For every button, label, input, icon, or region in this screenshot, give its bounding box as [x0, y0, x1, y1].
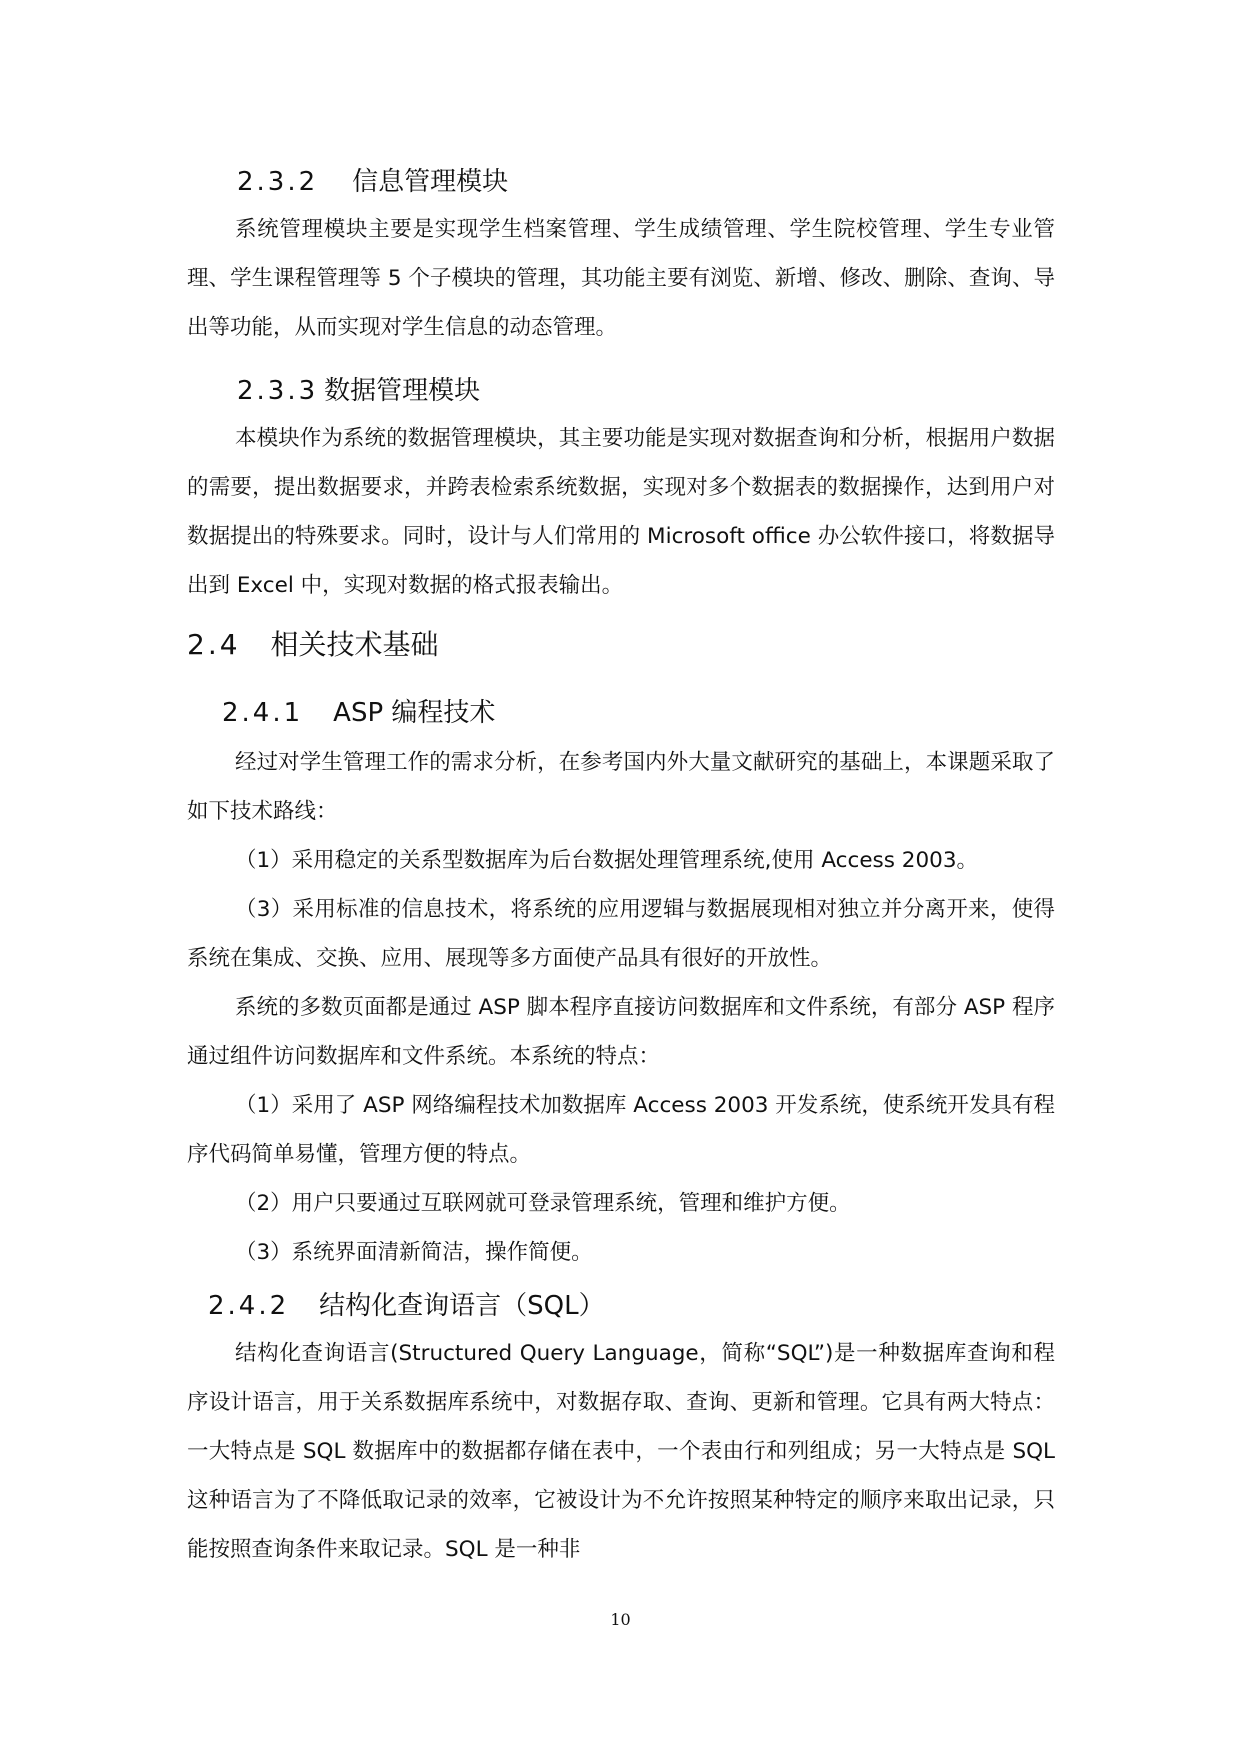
page-number: 10: [610, 1610, 631, 1629]
heading-2-3-2: [237, 163, 508, 201]
heading-number: 2.3.3: [237, 376, 319, 406]
heading-number: 2.3.2: [237, 167, 319, 197]
heading-2-4-1: [222, 694, 495, 732]
list-item: （3）系统界面清新简洁，操作简便。: [235, 1240, 593, 1265]
heading-title: 数据管理模块: [324, 376, 481, 406]
list-item: （1）采用了 ASP 网络编程技术加数据库 Access 2003 开发系统，使系统开发具有程序代码简单易懂，管理方便的特点。: [187, 1093, 1055, 1167]
heading-2-3-3: [237, 372, 480, 410]
paragraph: 本模块作为系统的数据管理模块，其主要功能是实现对数据查询和分析，根据用户数据的需要，提出数据要求，并跨表检索系统数据，实现对多个数据表的数据操作，达到用户对数据提出的特殊要求。同时，设计与人们常用的 Microsoft office 办公软件接口，将数据导出到 Excel 中，实现对数据的格式报表输出。: [187, 426, 1055, 598]
paragraph: 系统的多数页面都是通过 ASP 脚本程序直接访问数据库和文件系统，有部分 ASP 程序通过组件访问数据库和文件系统。本系统的特点：: [187, 995, 1055, 1069]
heading-title: ASP 编程技术: [333, 698, 496, 728]
heading-number: 2.4.1: [222, 698, 304, 728]
list-item: （3）采用标准的信息技术，将系统的应用逻辑与数据展现相对独立并分离开来，使得系统在集成、交换、应用、展现等多方面使产品具有很好的开放性。: [187, 897, 1055, 971]
heading-number: 2.4: [187, 628, 241, 661]
list-item: （1）采用稳定的关系型数据库为后台数据处理管理系统,使用 Access 2003。: [235, 848, 979, 873]
list-item: （2）用户只要通过互联网就可登录管理系统，管理和维护方便。: [235, 1191, 851, 1216]
heading-title: 结构化查询语言（SQL）: [319, 1291, 605, 1321]
paragraph: 系统管理模块主要是实现学生档案管理、学生成绩管理、学生院校管理、学生专业管理、学生课程管理等 5 个子模块的管理，其功能主要有浏览、新增、修改、删除、查询、导出等功能，从而实现对学生信息的动态管理。: [187, 217, 1055, 340]
heading-title: 相关技术基础: [270, 628, 439, 661]
heading-number: 2.4.2: [208, 1291, 290, 1321]
heading-2-4-2: [208, 1287, 605, 1325]
heading-title: 信息管理模块: [352, 167, 509, 197]
paragraph: 结构化查询语言(Structured Query Language，简称“SQL”)是一种数据库查询和程序设计语言，用于关系数据库系统中，对数据存取、查询、更新和管理。它具有两大特点：一大特点是 SQL 数据库中的数据都存储在表中，一个表由行和列组成；另一大特点是 SQL 这种语言为了不降低取记录的效率，它被设计为不允许按照某种特定的顺序来取出记录，只能按照查询条件来取记录。SQL 是一种非: [187, 1341, 1055, 1562]
paragraph: 经过对学生管理工作的需求分析，在参考国内外大量文献研究的基础上，本课题采取了如下技术路线：: [187, 750, 1055, 824]
heading-2-4: [187, 625, 439, 665]
